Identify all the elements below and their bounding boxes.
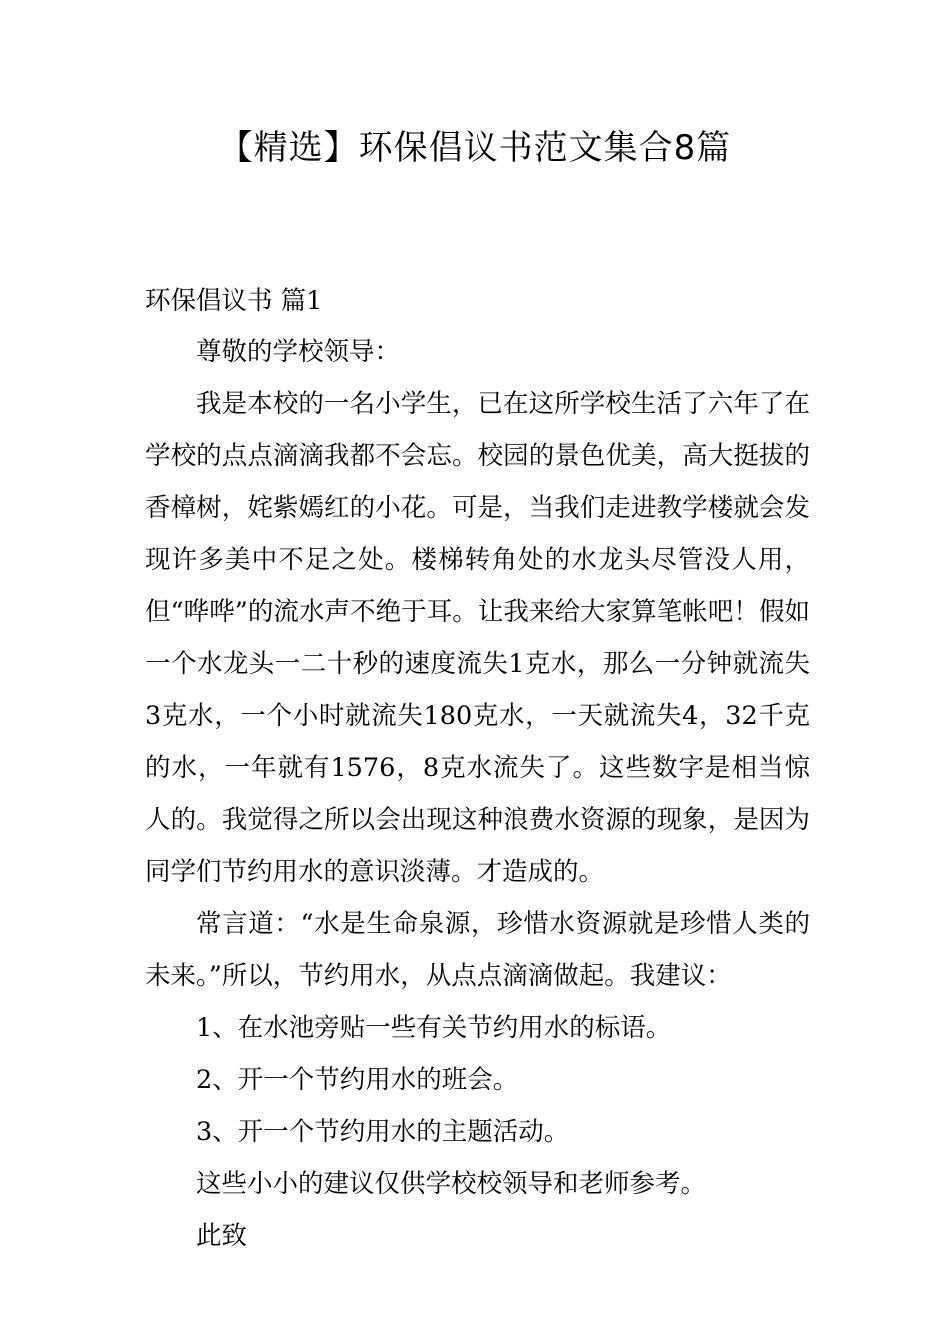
body-paragraph: 这些小小的建议仅供学校校领导和老师参考。	[196, 1169, 707, 1199]
document-body	[145, 276, 810, 1262]
document-title: 【精选】环保倡议书范文集合8篇	[218, 128, 732, 168]
suggestion-item: 1、在水池旁贴一些有关节约用水的标语。	[196, 1013, 672, 1043]
suggestion-item: 3、开一个节约用水的主题活动。	[196, 1117, 570, 1147]
closing-paragraph: 此致	[196, 1221, 248, 1251]
body-paragraph: 常言道：“水是生命泉源，珍惜水资源就是珍惜人类的未来。”所以，节约用水，从点点滴滴做起。我建议：	[145, 909, 810, 991]
body-paragraph: 我是本校的一名小学生，已在这所学校生活了六年了在学校的点点滴滴我都不会忘。校园的景色优美，高大挺拔的香樟树，姹紫嫣红的小花。可是，当我们走进教学楼就会发现许多美中不足之处。楼梯转角处的水龙头尽管没人用，但“哗哗”的流水声不绝于耳。让我来给大家算笔帐吧！假如一个水龙头一二十秒的速度流失1克水，那么一分钟就流失3克水，一个小时就流失180克水，一天就流失4，32千克的水，一年就有1576，8克水流失了。这些数字是相当惊人的。我觉得之所以会出现这种浪费水资源的现象，是因为同学们节约用水的意识淡薄。才造成的。	[145, 389, 810, 887]
salutation-paragraph: 尊敬的学校领导：	[196, 337, 401, 367]
section-heading: 环保倡议书 篇1	[145, 286, 323, 316]
suggestion-item: 2、开一个节约用水的班会。	[196, 1065, 519, 1095]
